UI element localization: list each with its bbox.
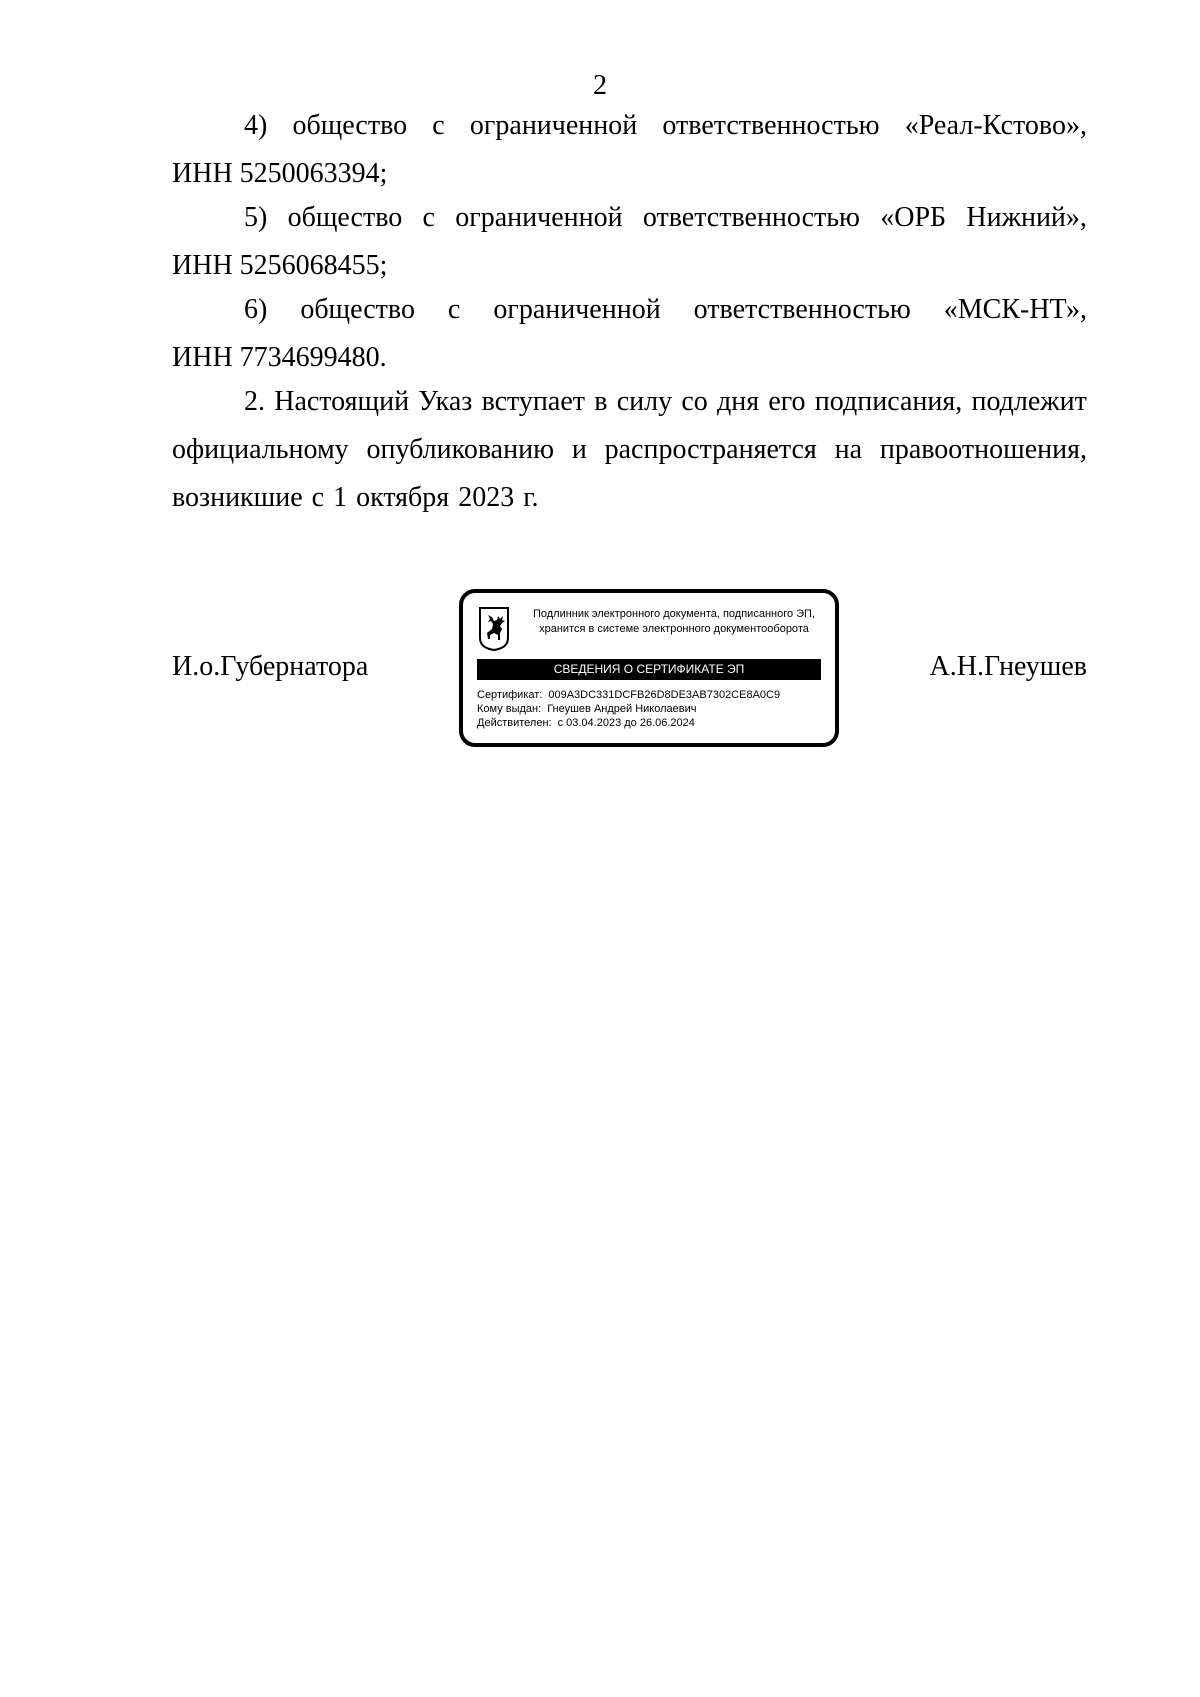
- page-number: 2: [593, 70, 607, 101]
- list-item-word: «Реал-Кстово»,: [904, 110, 1087, 141]
- paragraph-word: Указ: [418, 386, 473, 417]
- paragraph-word: распространяется: [604, 434, 817, 465]
- stamp-header-line-2: хранится в системе электронного документооборота: [539, 623, 809, 635]
- list-item-word: ограниченной: [469, 110, 638, 141]
- list-item: [172, 102, 1087, 198]
- paragraph-word: вступает: [481, 386, 585, 417]
- stamp-details: [477, 688, 780, 730]
- list-item-word: ответственностью: [662, 110, 880, 141]
- paragraph-word: 2.: [244, 386, 265, 417]
- list-item-word: с: [422, 202, 435, 233]
- paragraph-word: официальному: [172, 434, 349, 465]
- paragraph-word: правоотношения,: [879, 434, 1087, 465]
- paragraph-word: подписания,: [814, 386, 963, 417]
- list-item-number: 5): [244, 202, 268, 233]
- valid-label: Действителен:: [477, 717, 552, 729]
- list-item-word: с: [447, 294, 461, 325]
- signatory-name: А.Н.Гнеушев: [929, 651, 1087, 682]
- paragraph-2-line-3: [172, 474, 1087, 522]
- stamp-header: [515, 607, 833, 637]
- list-item-word: общество: [292, 110, 408, 141]
- list-item-first-line: [172, 194, 1087, 242]
- list-item-word: «ОРБ: [880, 202, 947, 233]
- paragraph-word: с: [311, 482, 325, 513]
- paragraph-word: его: [768, 386, 806, 417]
- list-item-word: «МСК-НТ»,: [943, 294, 1087, 325]
- paragraph-word: Настоящий: [274, 386, 410, 417]
- stamp-header-line-1: Подлинник электронного документа, подписанного ЭП,: [532, 608, 816, 620]
- paragraph-2-line-2: [172, 426, 1087, 474]
- issued-to-value: Гнеушев Андрей Николаевич: [547, 703, 697, 715]
- valid-row: [477, 716, 780, 730]
- paragraph-word: со: [681, 386, 708, 417]
- certificate-value: 009A3DC331DCFB26D8DE3AB7302CE8A0C9: [548, 689, 781, 701]
- list-item-first-line: [172, 102, 1087, 150]
- issued-to-label: Кому выдан:: [477, 703, 542, 715]
- list-item-word: ограниченной: [455, 202, 623, 233]
- list-item-inn: ИНН 5256068455;: [172, 250, 388, 281]
- paragraph-word: возникшие: [172, 482, 303, 513]
- paragraph-word: опубликованию: [366, 434, 554, 465]
- list-item-word: ограниченной: [493, 294, 661, 325]
- paragraph-word: 2023: [458, 482, 515, 513]
- list-item-first-line: [172, 286, 1087, 334]
- paragraph-word: в: [594, 386, 608, 417]
- electronic-signature-stamp: [459, 589, 839, 747]
- list-item-number: 4): [244, 110, 268, 141]
- certificate-row: [477, 688, 780, 702]
- company-list: [172, 102, 1087, 382]
- signatory-position: И.о.Губернатора: [172, 651, 369, 682]
- stamp-certificate-title: СВЕДЕНИЯ О СЕРТИФИКАТЕ ЭП: [477, 659, 821, 680]
- paragraph-2-line-1: [172, 378, 1087, 426]
- list-item-word: Нижний»,: [966, 202, 1087, 233]
- list-item: [172, 194, 1087, 290]
- list-item-word: с: [432, 110, 445, 141]
- paragraph-word: силу: [616, 386, 673, 417]
- paragraph-word: г.: [523, 482, 539, 513]
- certificate-label: Сертификат:: [477, 689, 543, 701]
- list-item-word: общество: [300, 294, 415, 325]
- paragraph-word: на: [834, 434, 863, 465]
- paragraph-word: октября: [356, 482, 450, 513]
- list-item-word: ответственностью: [693, 294, 911, 325]
- list-item-word: общество: [287, 202, 403, 233]
- list-item-word: ответственностью: [642, 202, 860, 233]
- list-item: [172, 286, 1087, 382]
- valid-value: с 03.04.2023 до 26.06.2024: [557, 717, 695, 729]
- paragraph-word: дня: [717, 386, 760, 417]
- paragraph-word: и: [571, 434, 587, 465]
- list-item-inn: ИНН 7734699480.: [172, 342, 387, 373]
- paragraph-word: подлежит: [971, 386, 1087, 417]
- list-item-inn: ИНН 5250063394;: [172, 158, 388, 189]
- list-item-number: 6): [244, 294, 268, 325]
- issued-to-row: [477, 702, 780, 716]
- deer-emblem-icon: [478, 606, 510, 652]
- paragraph-2: [172, 378, 1087, 522]
- paragraph-word: 1: [333, 482, 348, 513]
- decree-text: [172, 102, 1087, 522]
